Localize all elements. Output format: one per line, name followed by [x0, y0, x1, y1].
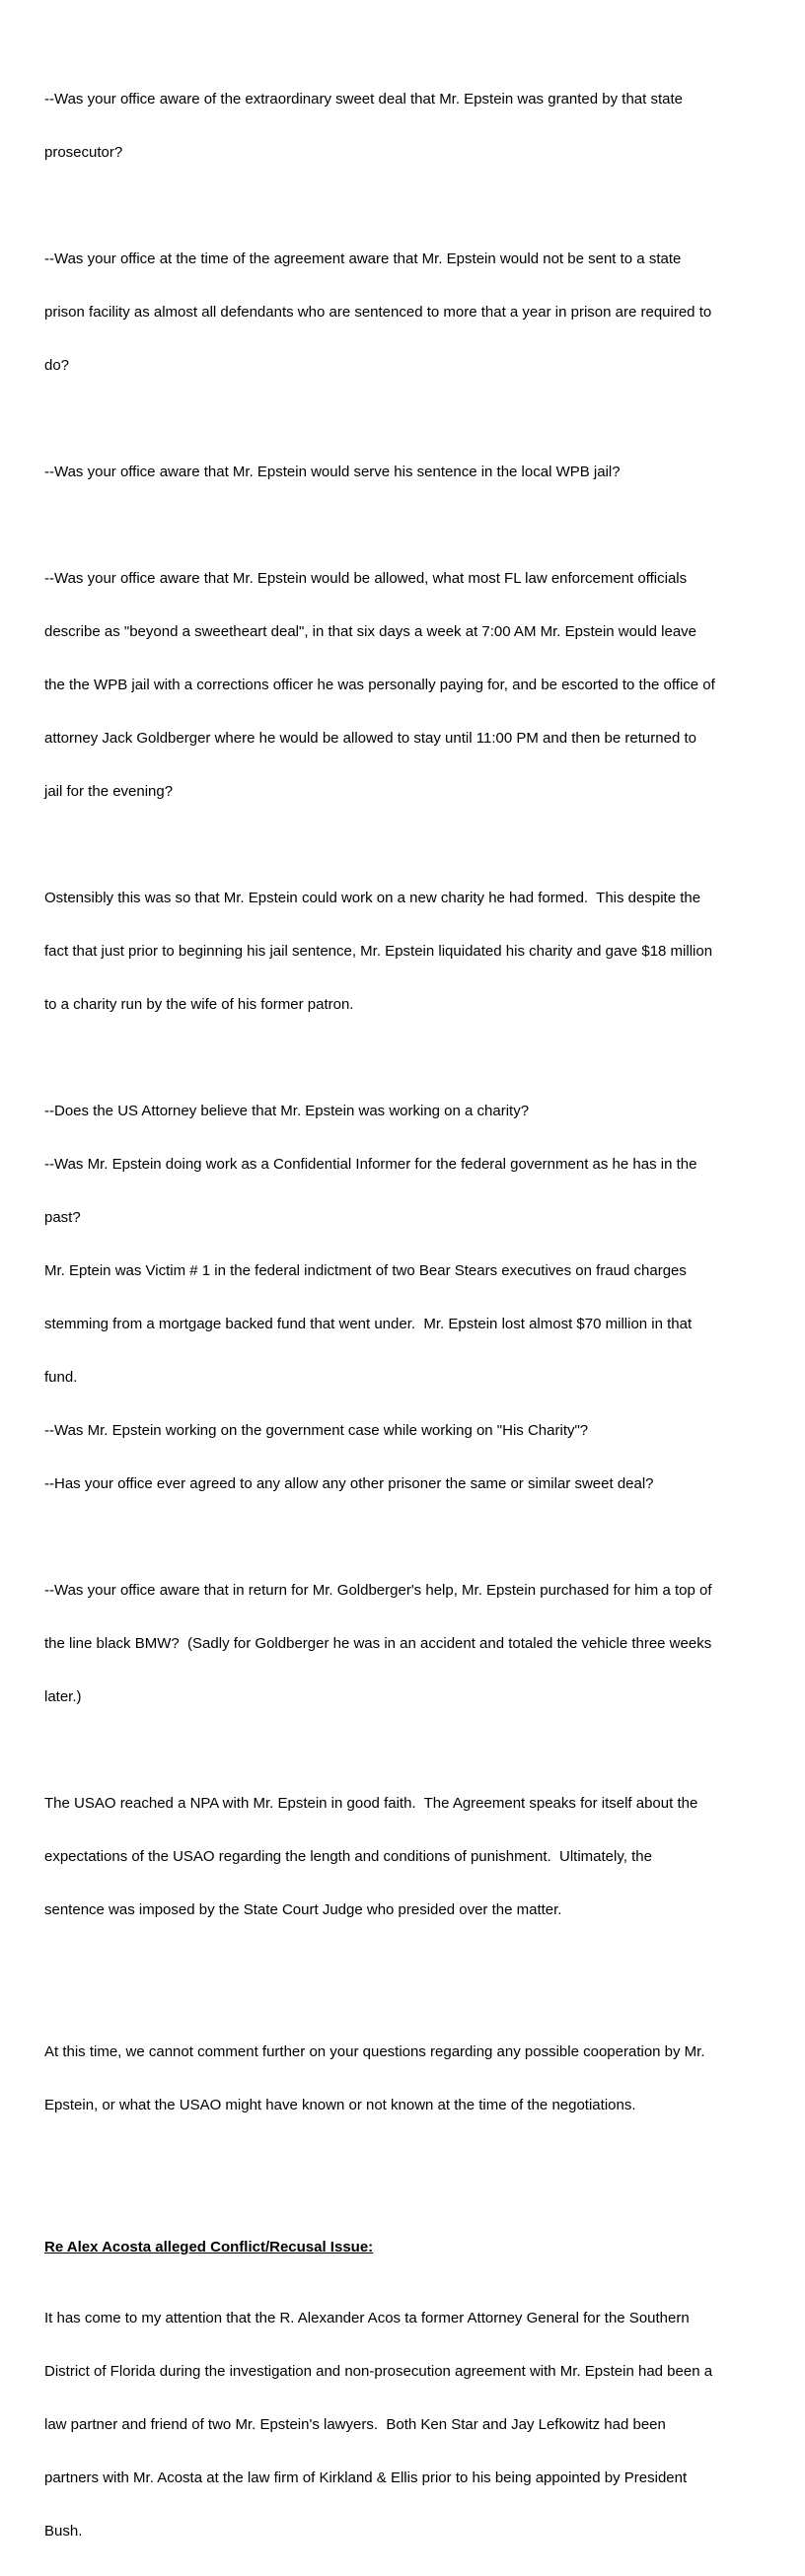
text-line: the line black BMW? (Sadly for Goldberger he was in an accident and totaled the vehicle three weeks — [44, 1635, 712, 1652]
paragraph-no-comment — [44, 2008, 765, 2150]
text-line: fund. — [44, 1369, 78, 1386]
paragraph-acosta — [44, 2274, 765, 2576]
paragraph-sweet-deal — [44, 55, 765, 197]
text-line: describe as "beyond a sweetheart deal", in that six days a week at 7:00 AM Mr. Epstein would leave — [44, 623, 697, 640]
text-line: do? — [44, 357, 70, 374]
text-line: It has come to my attention that the R. Alexander Acos ta former Attorney General for the Southern — [44, 2310, 690, 2326]
text-line: fact that just prior to beginning his jail sentence, Mr. Epstein liquidated his charity and gave $18 million — [44, 943, 713, 960]
paragraph-wpb-jail — [44, 428, 765, 517]
section-heading: Re Alex Acosta alleged Conflict/Recusal Issue: — [44, 2239, 374, 2255]
text-line: --Does the US Attorney believe that Mr. Epstein was working on a charity? — [44, 1103, 530, 1119]
text-line: attorney Jack Goldberger where he would be allowed to stay until 11:00 PM and then be returned to — [44, 730, 696, 747]
text-line: --Was Mr. Epstein working on the government case while working on "His Charity"? — [44, 1422, 589, 1439]
text-line: later.) — [44, 1688, 82, 1705]
text-line: expectations of the USAO regarding the length and conditions of punishment. Ultimately, the — [44, 1848, 652, 1865]
paragraph-charity — [44, 854, 765, 1049]
text-line: law partner and friend of two Mr. Epstein's lawyers. Both Ken Star and Jay Lefkowitz had been — [44, 2416, 666, 2433]
text-line: past? — [44, 1209, 81, 1226]
text-line: --Was your office aware that Mr. Epstein would be allowed, what most FL law enforcement officials — [44, 570, 688, 587]
paragraph-work-release — [44, 535, 765, 836]
text-line: Bush. — [44, 2523, 83, 2540]
text-line: --Was Mr. Epstein doing work as a Confidential Informer for the federal government as he has in the — [44, 1156, 697, 1173]
text-line: jail for the evening? — [44, 783, 174, 800]
text-line: At this time, we cannot comment further on your questions regarding any possible cooperation by Mr. — [44, 2043, 705, 2060]
paragraph-usao-npa — [44, 1759, 765, 1955]
paragraph-questions-list — [44, 1067, 765, 1529]
text-line: --Was your office aware that Mr. Epstein would serve his sentence in the local WPB jail? — [44, 464, 621, 480]
text-line: partners with Mr. Acosta at the law firm of Kirkland & Ellis prior to his being appointed by President — [44, 2469, 688, 2486]
text-line: prison facility as almost all defendants who are sentenced to more that a year in prison are required to — [44, 304, 712, 321]
paragraph-bmw — [44, 1546, 765, 1742]
text-line: prosecutor? — [44, 144, 123, 161]
text-line: Epstein, or what the USAO might have known or not known at the time of the negotiations. — [44, 2097, 636, 2113]
text-line: --Was your office aware of the extraordinary sweet deal that Mr. Epstein was granted by that state — [44, 91, 683, 107]
text-line: Mr. Eptein was Victim # 1 in the federal indictment of two Bear Stears executives on fraud charges — [44, 1262, 687, 1279]
text-line: stemming from a mortgage backed fund that went under. Mr. Epstein lost almost $70 million in that — [44, 1316, 693, 1332]
document-page — [44, 55, 765, 2576]
text-line: District of Florida during the investigation and non-prosecution agreement with Mr. Epstein had been a — [44, 2363, 713, 2380]
text-line: --Was your office aware that in return for Mr. Goldberger's help, Mr. Epstein purchased for him a top of — [44, 1582, 712, 1599]
text-line: the the WPB jail with a corrections officer he was personally paying for, and be escorted to the office of — [44, 677, 715, 693]
text-line: sentence was imposed by the State Court Judge who presided over the matter. — [44, 1901, 562, 1918]
text-line: --Was your office at the time of the agreement aware that Mr. Epstein would not be sent to a state — [44, 250, 682, 267]
paragraph-state-prison — [44, 215, 765, 410]
text-line: Ostensibly this was so that Mr. Epstein could work on a new charity he had formed. This despite the — [44, 890, 701, 906]
text-line: --Has your office ever agreed to any allow any other prisoner the same or similar sweet deal? — [44, 1475, 654, 1492]
text-line: The USAO reached a NPA with Mr. Epstein in good faith. The Agreement speaks for itself about the — [44, 1795, 698, 1812]
text-line: to a charity run by the wife of his former patron. — [44, 996, 354, 1013]
